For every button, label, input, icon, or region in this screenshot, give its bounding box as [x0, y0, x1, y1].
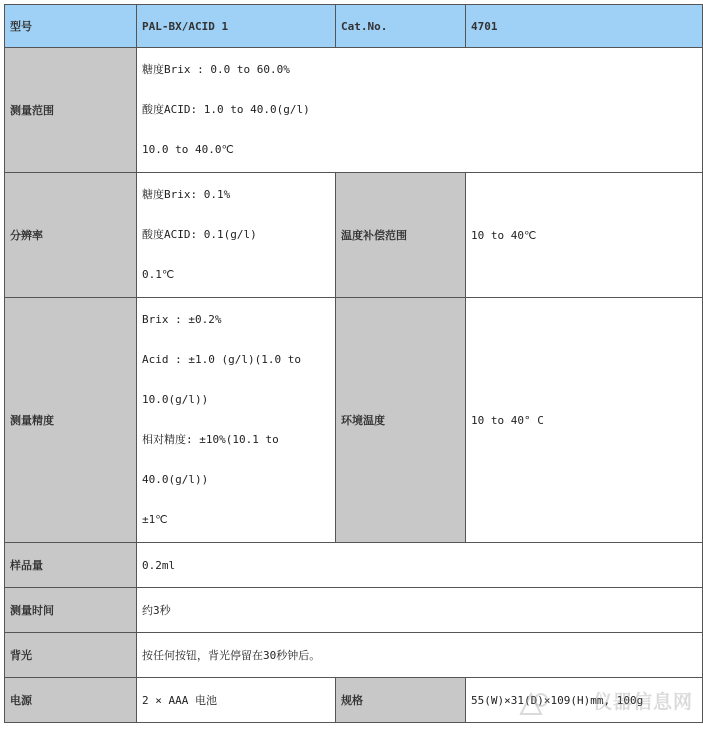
resolution-value [137, 173, 336, 298]
measurement-range-label: 测量范围 [5, 48, 137, 173]
measurement-range-row [5, 48, 703, 173]
range-line: 酸度ACID: 1.0 to 40.0(g/l) [142, 103, 310, 116]
accuracy-line: Acid : ±1.0 (g/l)(1.0 to [142, 353, 301, 366]
accuracy-row [5, 298, 703, 543]
power-value: 2 × AAA 电池 [137, 678, 336, 723]
header-row [5, 5, 703, 48]
ambient-temp-label: 环境温度 [336, 298, 466, 543]
spec-value: 55(W)×31(D)×109(H)mm, 100g [466, 678, 703, 723]
watermark-text: 仪器信息网 [592, 691, 693, 713]
spec-label: 规格 [336, 678, 466, 723]
range-line: 糖度Brix : 0.0 to 60.0% [142, 63, 290, 76]
backlight-row [5, 633, 703, 678]
sample-label: 样品量 [5, 543, 137, 588]
ambient-temp-value: 10 to 40° C [466, 298, 703, 543]
temp-comp-label: 温度补偿范围 [336, 173, 466, 298]
measurement-range-value [137, 48, 703, 173]
resolution-line: 糖度Brix: 0.1% [142, 188, 231, 201]
resolution-label: 分辨率 [5, 173, 137, 298]
range-line: 10.0 to 40.0℃ [142, 143, 234, 156]
accuracy-line: Brix : ±0.2% [142, 313, 222, 326]
sample-row [5, 543, 703, 588]
watermark-logo-icon [517, 688, 551, 722]
power-label: 电源 [5, 678, 137, 723]
resolution-line: 0.1℃ [142, 268, 175, 281]
resolution-line: 酸度ACID: 0.1(g/l) [142, 228, 257, 241]
backlight-value: 按任何按钮，背光停留在30秒钟后。 [137, 633, 703, 678]
measure-time-row [5, 588, 703, 633]
model-label: 型号 [5, 5, 137, 48]
cat-label: Cat.No. [336, 5, 466, 48]
accuracy-value [137, 298, 336, 543]
backlight-label: 背光 [5, 633, 137, 678]
temp-comp-value: 10 to 40℃ [466, 173, 703, 298]
spec-table [4, 4, 703, 723]
measure-time-value: 约3秒 [137, 588, 703, 633]
accuracy-line: 相对精度: ±10%(10.1 to [142, 433, 279, 446]
measure-time-label: 测量时间 [5, 588, 137, 633]
cat-value: 4701 [466, 5, 703, 48]
accuracy-line: ±1℃ [142, 513, 168, 526]
sample-value: 0.2ml [137, 543, 703, 588]
resolution-row [5, 173, 703, 298]
accuracy-line: 10.0(g/l)) [142, 393, 209, 406]
accuracy-label: 测量精度 [5, 298, 137, 543]
model-value: PAL-BX/ACID 1 [137, 5, 336, 48]
accuracy-line: 40.0(g/l)) [142, 473, 209, 486]
